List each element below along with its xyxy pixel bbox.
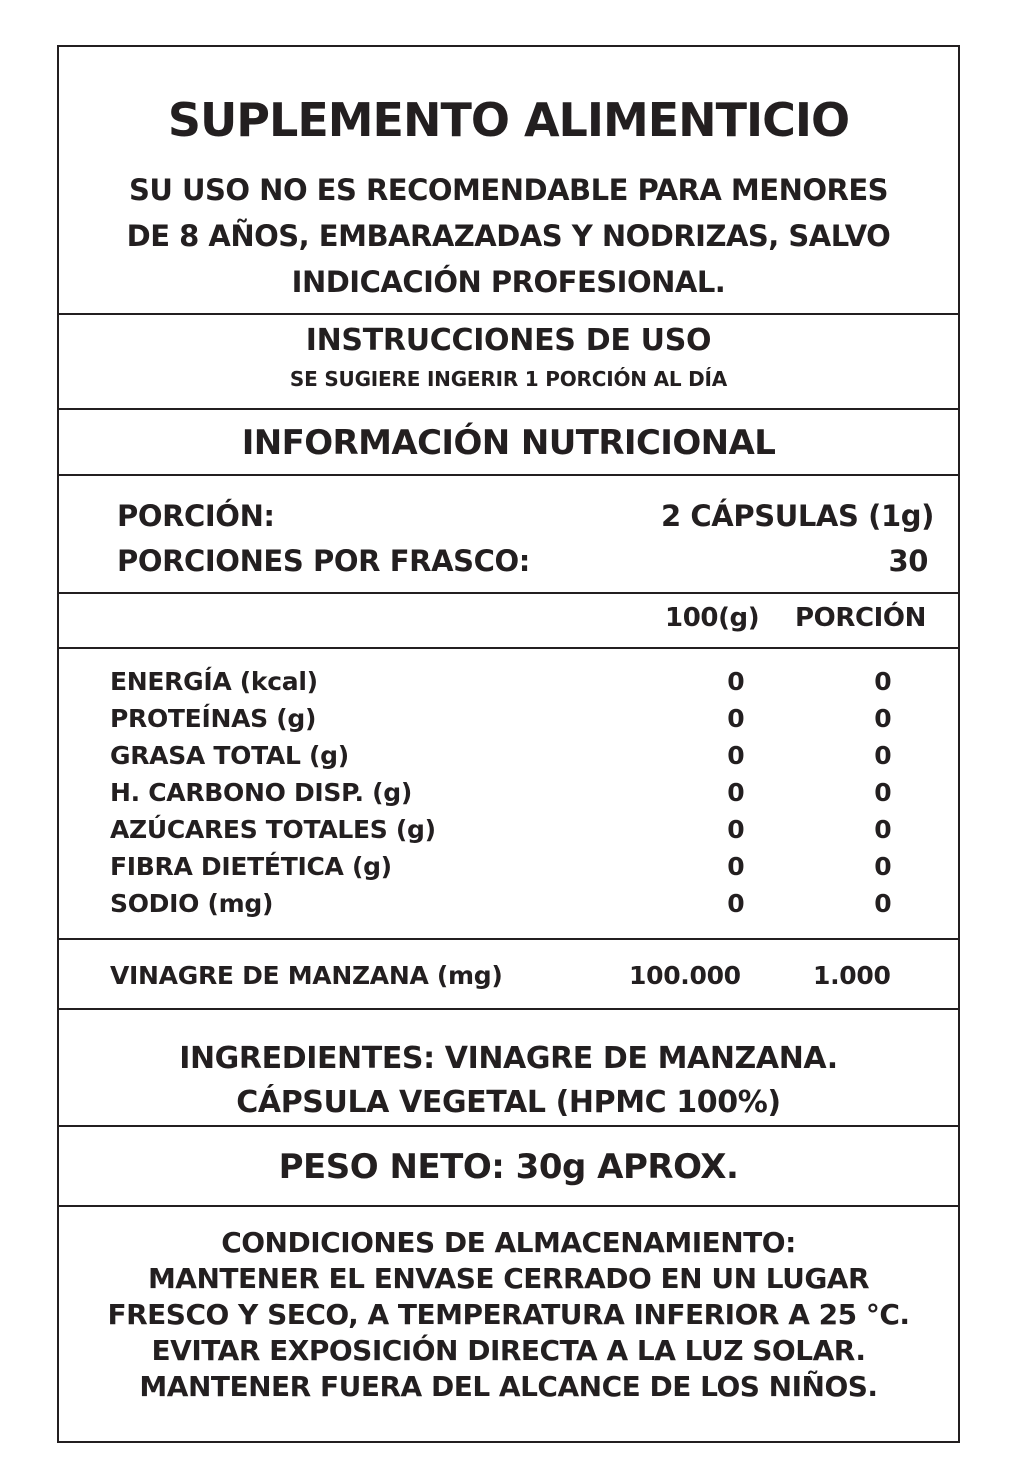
divider <box>59 592 958 594</box>
nutrient-per100: 0 <box>727 778 745 807</box>
warning-line: INDICACIÓN PROFESIONAL. <box>291 265 726 299</box>
instructions-text: SE SUGIERE INGERIR 1 PORCIÓN AL DÍA <box>289 367 728 391</box>
nutrition-heading: INFORMACIÓN NUTRICIONAL <box>241 423 776 463</box>
nutrient-portion: 0 <box>874 667 892 696</box>
product-title: SUPLEMENTO ALIMENTICIO <box>167 93 850 147</box>
nutrient-per100: 0 <box>727 667 745 696</box>
storage-conditions <box>59 1225 958 1405</box>
usage-warning <box>59 167 958 305</box>
divider <box>59 938 958 940</box>
nutrient-per100: 0 <box>727 889 745 918</box>
nutrient-name: H. CARBONO DISP. (g) <box>110 778 412 807</box>
net-weight: PESO NETO: 30g APROX. <box>278 1147 739 1187</box>
nutrient-per100: 0 <box>727 852 745 881</box>
column-header-portion: PORCIÓN <box>795 603 926 633</box>
nutrient-portion: 0 <box>874 815 892 844</box>
instructions-heading: INSTRUCCIONES DE USO <box>305 323 712 358</box>
ingredients-line: INGREDIENTES: VINAGRE DE MANZANA. <box>179 1041 838 1076</box>
nutrient-portion: 1.000 <box>813 961 891 990</box>
storage-line: MANTENER EL ENVASE CERRADO EN UN LUGAR <box>147 1262 870 1295</box>
warning-line: DE 8 AÑOS, EMBARAZADAS Y NODRIZAS, SALVO <box>126 219 891 253</box>
storage-line: MANTENER FUERA DEL ALCANCE DE LOS NIÑOS. <box>139 1370 878 1403</box>
nutrient-per100: 0 <box>727 815 745 844</box>
divider <box>59 1205 958 1207</box>
column-header-100g: 100(g) <box>665 603 760 633</box>
nutrient-name: AZÚCARES TOTALES (g) <box>110 815 436 844</box>
servings-label: PORCIONES POR FRASCO: <box>117 544 530 578</box>
nutrition-label <box>57 45 960 1443</box>
divider <box>59 313 958 315</box>
divider <box>59 1125 958 1127</box>
nutrient-portion: 0 <box>874 852 892 881</box>
nutrient-name: PROTEÍNAS (g) <box>110 704 317 733</box>
portion-label: PORCIÓN: <box>117 499 275 533</box>
divider <box>59 647 958 649</box>
divider <box>59 1008 958 1010</box>
storage-line: EVITAR EXPOSICIÓN DIRECTA A LA LUZ SOLAR. <box>151 1334 866 1367</box>
nutrient-portion: 0 <box>874 778 892 807</box>
nutrient-name: GRASA TOTAL (g) <box>110 741 349 770</box>
nutrient-per100: 0 <box>727 741 745 770</box>
ingredients-line: CÁPSULA VEGETAL (HPMC 100%) <box>236 1085 781 1120</box>
servings-value: 30 <box>888 544 928 578</box>
nutrient-name: VINAGRE DE MANZANA (mg) <box>110 961 503 990</box>
divider <box>59 474 958 476</box>
nutrient-name: FIBRA DIETÉTICA (g) <box>110 852 392 881</box>
portion-value: 2 CÁPSULAS (1g) <box>660 499 934 533</box>
storage-line: FRESCO Y SECO, A TEMPERATURA INFERIOR A 25 °C. <box>107 1298 910 1331</box>
nutrient-per100: 0 <box>727 704 745 733</box>
warning-line: SU USO NO ES RECOMENDABLE PARA MENORES <box>128 173 889 207</box>
nutrient-name: ENERGÍA (kcal) <box>110 667 318 696</box>
storage-line: CONDICIONES DE ALMACENAMIENTO: <box>221 1226 796 1259</box>
ingredients <box>59 1037 958 1125</box>
divider <box>59 408 958 410</box>
nutrient-portion: 0 <box>874 704 892 733</box>
nutrient-portion: 0 <box>874 889 892 918</box>
nutrient-name: SODIO (mg) <box>110 889 274 918</box>
nutrient-per100: 100.000 <box>629 961 741 990</box>
nutrient-portion: 0 <box>874 741 892 770</box>
